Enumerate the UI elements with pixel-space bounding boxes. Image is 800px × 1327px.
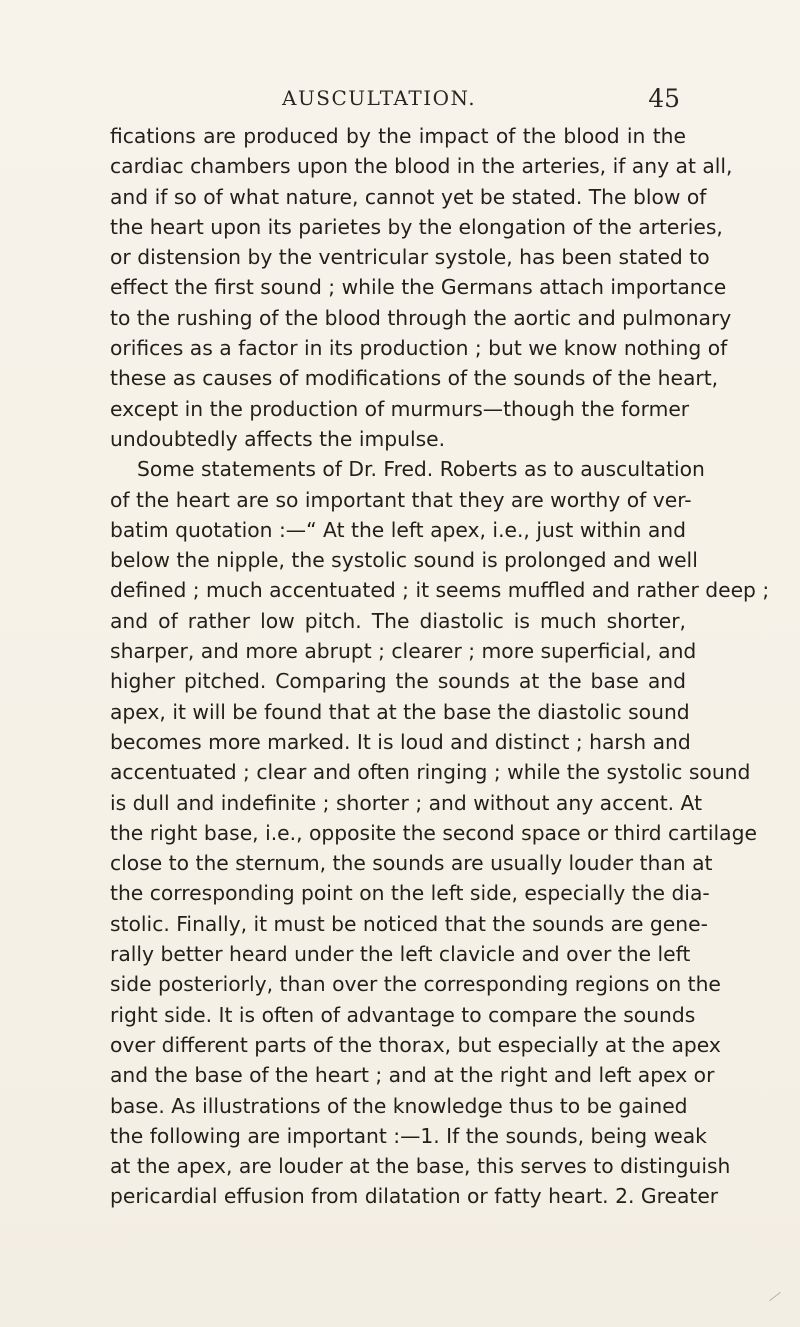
text-line: and of rather low pitch. The diastolic is much shorter, [110, 608, 686, 633]
text-line: fications are produced by the impact of the blood in the [110, 124, 686, 148]
text-line: right side. It is often of advantage to compare the sounds [110, 1002, 696, 1027]
text-line: apex, it will be found that at the base the diastolic sound [110, 699, 690, 724]
text-line: higher pitched. Comparing the sounds at the base and [110, 669, 686, 694]
text-line: of the heart are so important that they are worthy of ver- [110, 487, 692, 512]
text-line: is dull and indefinite ; shorter ; and without any accent. At [110, 790, 703, 815]
text-line: the heart upon its parietes by the elongation of the arteries, [110, 214, 723, 239]
text-line: below the nipple, the systolic sound is prolonged and well [110, 548, 698, 573]
text-line: undoubtedly affects the impulse. [110, 426, 446, 451]
text-line: cardiac chambers upon the blood in the arteries, if any at all, [110, 154, 733, 179]
text-line: rally better heard under the left clavicle and over the left [110, 942, 691, 967]
running-head: AUSCULTATION. [282, 86, 477, 110]
page-number: 45 [648, 84, 680, 113]
body-text [110, 121, 770, 1212]
paragraph-start-line: Some statements of Dr. Fred. Roberts as to auscultation [137, 457, 705, 482]
text-line: becomes more marked. It is loud and distinct ; harsh and [110, 729, 691, 754]
text-line: at the apex, are louder at the base, this serves to distinguish [110, 1154, 731, 1179]
text-line: sharper, and more abrupt ; clearer ; more superficial, and [110, 639, 697, 664]
text-line: stolic. Finally, it must be noticed that the sounds are gene- [110, 911, 708, 936]
text-line: and if so of what nature, cannot yet be stated. The blow of [110, 184, 707, 209]
text-line: accentuated ; clear and often ringing ; while the systolic sound [110, 760, 751, 785]
text-line: the following are important :—1. If the sounds, being weak [110, 1123, 707, 1148]
text-line: side posteriorly, than over the corresponding regions on the [110, 972, 721, 997]
text-line: over different parts of the thorax, but especially at the apex [110, 1032, 721, 1057]
text-line: to the rushing of the blood through the aortic and pulmonary [110, 305, 732, 330]
text-line: the right base, i.e., opposite the second space or third cartilage [110, 820, 757, 845]
text-line: orifices as a factor in its production ; but we know nothing of [110, 336, 728, 361]
text-line: except in the production of murmurs—though the former [110, 396, 690, 421]
page-corner-mark [769, 1292, 781, 1301]
text-line: close to the sternum, the sounds are usually louder than at [110, 851, 713, 876]
text-line: defined ; much accentuated ; it seems muffled and rather deep ; [110, 578, 770, 603]
text-line: these as causes of modifications of the sounds of the heart, [110, 366, 719, 391]
text-line: pericardial effusion from dilatation or fatty heart. 2. Greater [110, 1184, 719, 1209]
text-line: batim quotation :—“ At the left apex, i.e., just within and [110, 517, 686, 542]
text-line: the corresponding point on the left side, especially the dia- [110, 881, 710, 906]
text-line: effect the first sound ; while the Germans attach importance [110, 275, 727, 300]
text-line: base. As illustrations of the knowledge thus to be gained [110, 1093, 688, 1118]
text-line: and the base of the heart ; and at the right and left apex or [110, 1063, 715, 1088]
text-line: or distension by the ventricular systole, has been stated to [110, 245, 710, 270]
page-header [110, 78, 680, 118]
